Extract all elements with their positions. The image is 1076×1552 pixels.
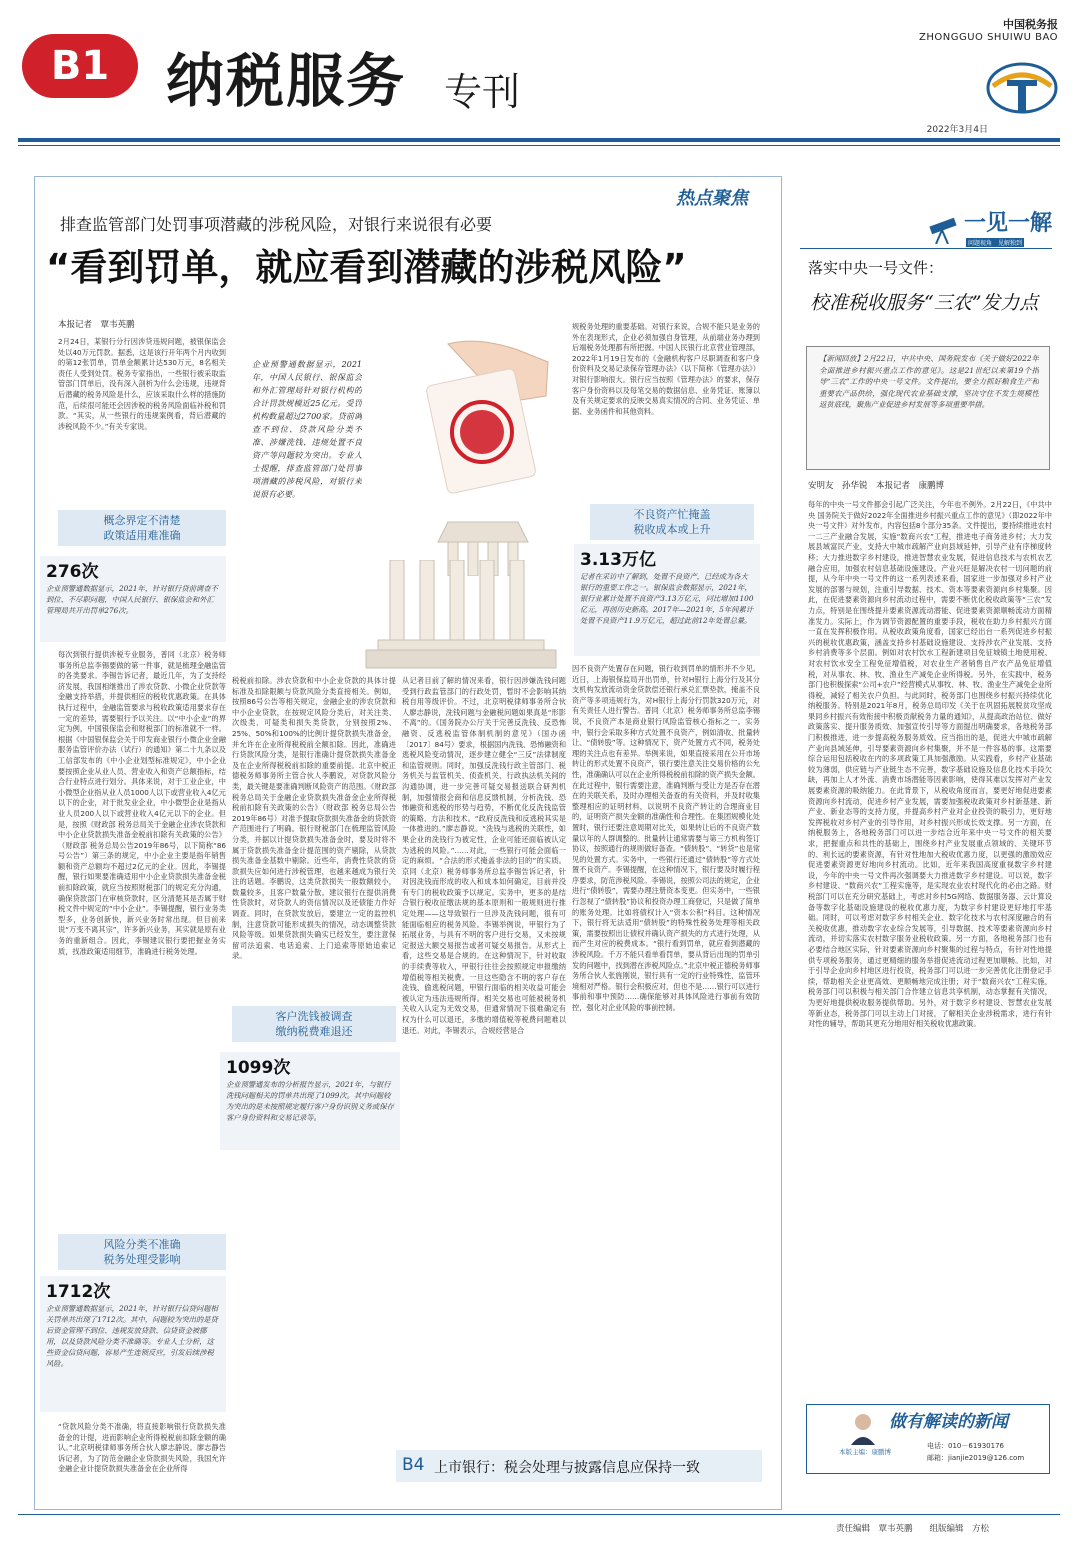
body-col4-top: 规税务处理的重要基础。对银行来说，合规不能只是业务的外在表现形式，企业必须加强自身管理，从前端业务办理到后端税务处理都有所把握。中国人民银行北京营业管理部，2022年1月19日发布的《金融机构客户尽职调查和客户身份资料及交易记录保存管理办法》（以下简称《管理办法》）对银行影响很大。银行应当按照《管理办法》的要求，保存客户身份资料以及每笔交易的数据信息、业务凭证、账簿以及有关规定要求的反映交易真实情况的合同、业务凭证、单据、业务函件和其他资料。 <box>572 322 760 416</box>
telescope-icon <box>926 214 966 244</box>
callout-1-text: 企业预警通数据显示，2021年，针对银行贷前调查不到位、不尽职问题，中国人民银行、银保监会和外汇管理局共开出罚单276次。 <box>46 584 218 615</box>
teaser-bar[interactable] <box>396 1450 762 1482</box>
callout-2-number: 1712次 <box>46 1282 111 1302</box>
sidebar-banner <box>806 1404 1050 1474</box>
quote-box: 企业预警通数据显示，2021年，中国人民银行、银保监会和外汇管理局针对银行机构的合计罚款规模近25亿元。受罚机构数量超过2700家。贷前调查不到位、贷款风险分类不准、涉嫌洗钱、违规处置不良资产等问题较为突出。专业人士提醒，排查监管部门处罚事项潜藏的涉税风险，对银行来说很有必要。 <box>252 360 362 499</box>
callout-4-text: 记者在采访中了解到，处置不良资产，已经成为各大银行的重要工作之一。银保监会数据显示，2021年，银行业累计处置不良资产3.13万亿元，同比增加1100亿元，再创历史新高。2017年—2021年，5年间累计处置不良资产11.9万亿元，超过此前12年处置总量。 <box>580 572 754 625</box>
article-byline: 本报记者 覃韦英鹏 <box>58 320 135 330</box>
teaser-text: 上市银行：税会处理与披露信息应保持一致 <box>434 1460 700 1476</box>
subhead-3-line1: 客户洗钱被调查 <box>275 1010 353 1023</box>
subhead-4-line2: 税收成本或上升 <box>633 523 711 536</box>
masthead <box>0 0 1076 170</box>
subhead-4-line1: 不良资产忙掩盖 <box>633 508 711 521</box>
callout-2-text: 企业预警通数据显示，2021年，针对银行信贷问题相关罚单共出现了1712次。其中，问题较为突出的是贷后资金管理不到位、违规发放贷款、信贷资金被挪用，以及贷款风险分类不准确等。专业人士分析，这些资金信贷问题，容易产生连锁反应，引发后续涉税风险。 <box>46 1304 218 1368</box>
callout-3-text: 企业预警通发布的分析报告显示，2021年，与银行洗钱问题相关的罚单共出现了1099次。其中问题较为突出的是未按照规定履行客户身份识别义务或保存客户身份资料和交易记录等。 <box>226 1080 394 1122</box>
sidebar-header: 一见一解 <box>964 211 1053 236</box>
paper-name-cn: 中国税务报 <box>1003 18 1058 31</box>
bank-pillars-illustration <box>356 560 566 670</box>
section-suffix: 专刊 <box>444 70 521 114</box>
callout-4 <box>574 544 760 656</box>
section-title: 纳税服务 <box>166 47 407 115</box>
sidebar-title: 校准税收服务“三农”发力点 <box>810 292 1039 314</box>
sidebar-body: 每年的中央一号文件都会引起广泛关注，今年也不例外。2月22日，《中共中央 国务院关于做好2022年全面推进乡村振兴重点工作的意见》（即2022年中央一号文件）对外发布，内容包括8个部分35条。文件提出，要持续推进农村一二三产业融合发展，实施“数商兴农”工程，推进电子商务进乡村；大力发展县域富民产业，支持大中城市疏解产业向县域延伸，引导产业有序梯度转移；大力推进数字乡村建设，推进智慧农业发展，促进信息技术与农机农艺融合应用，加强农村信息基础设施建设。产业兴旺是解决农村一切问题的前提，从今年中央一号文件的这一系列表述来看，国家进一步加强对乡村产业发展的部署与规划，注重引导数据、技术、资本等要素资源向乡村集聚。因此，在促进要素资源向乡村流动过程中，需要不断优化税收政策等“三农”发力点，特别是在围绕提升要素资源流动潜能、促进要素资源顺畅流动方面精准发力。实际上，作为调节资源配置的重要手段，税收在助力乡村振兴方面一直在发挥积极作用。从税收政策角度看，国家已经出台一系列促进乡村振兴的税收优惠政策，涵盖支持乡村基础设施建设、支持涉农产业发展、支持乡村消费等多个层面。例如对农村饮水工程新建项目免征城镇土地使用税、对农村饮水安全工程免征增值税，对农业生产者销售自产农产品免征增值税，对从事农、林、牧、渔业生产减免企业所得税。另外，在实践中，税务部门也积极探索“公司+农户”经营模式从事牧、林、牧、渔业生产减免企业所得税，减轻了相关农户负担。与此同时，税务部门也围绕乡村振兴持续优化纳税服务。特别是2021年8月，税务总局印发《关于在巩固拓展脱贫攻坚成果同乡村振兴有效衔接中积极贡献税务力量的通知》，从提高政治站位、做好政策落实、提升服务质效、加强宣传引导等方面提出明确要求，各地税务部门积极推进，进一步提高税务服务质效。应当指出的是，促进大中城市疏解产业向县域延伸，引导要素资源向乡村集聚，并不是一件容易的事。这需要综合运用包括税收在内的多项政策工具加强激励。从实践看，乡村产业基础较为薄弱，供应链与产业链生态不完善，数字基础设施及信息化技术手段欠缺，再加上人才外流、消费市场潜能等因素影响，使得其难以发挥对产业发展要素资源的吸纳能力。在此背景下，从税收角度而言，要更好地促进要素资源向乡村流动，促进乡村产业发展，需要加强税收政策对乡村新基建、新产业、新业态等的支持力度，并提高乡村产业对企业投资的吸引力，更好地发挥税收对乡村产业的引导作用，对乡村振兴形成长效支撑。另一方面，在纳税服务上，各地税务部门可以进一步结合近年来中央一号文件的相关要求，把握重点和共性的基础上，围绕乡村产业发展重点领域的、关键环节的、利长远的要素资源，有针对性地加大税收优惠力度，以更强的激励效应促进要素资源更好地向乡村流动。比如，近年来我国高度重视数字乡村建设，今年的中央一号文件再次强调要大力推进数字乡村建设。可以说，数字乡村建设、“数商兴农”工程实施等，是实现农业农村现代化的必由之路。财税部门可以在充分研究基础上，考虑对乡村5G网络、数据服务器、云计算设备等数字化基础设施建设的税收优惠力度，为数字乡村建设更好地打牢基础。同时，可以考虑对数字乡村相关企业、数字化技术与农村深度融合的有关税收优惠，推动数字农业综合发展等，引导数据、技术等要素资源向乡村流动，并切实落实农村数字服务业税收政策。另一方面，各地税务部门也有必要结合地区实际，针对要素资源向乡村聚集的过程与特点，有针对性地提供专项税务服务，通过更精细的服务举措促进流动过程更加顺畅。比如，对于引导企业向乡村地区进行投资，税务部门可以进一步完善优化注册登记手续，帮助相关企业更高效、更顺畅地完成注册；对于“数商兴农”工程实施，税务部门可以积极与相关部门合作建立信息共享机制，动态掌握有关情况，为更好地提供税收服务提供帮助。另外，对于数字乡村建设、智慧农业发展等新业态，税务部门可以主动上门对接，了解相关企业涉税需求，进行有针对性的辅导，帮助其更充分地用好相关税收优惠政策。 <box>808 500 1052 1029</box>
callout-1 <box>40 556 226 642</box>
subhead-2-line2: 税务处理受影响 <box>103 1253 181 1266</box>
subhead-3 <box>232 1006 396 1042</box>
callout-2 <box>40 1276 226 1412</box>
masthead-rule-thick <box>18 138 1060 142</box>
footer-editors: 责任编辑 覃韦英鹏 组版编辑 方松 <box>836 1524 990 1534</box>
issue-date: 2022年3月4日 <box>926 125 988 135</box>
banner-email[interactable]: 邮箱：jianjie2019@126.com <box>927 1454 1025 1462</box>
sidebar-byline: 安明友 孙华锐 本报记者 康鹏博 <box>808 481 945 491</box>
page-code: B1 <box>50 43 110 89</box>
sidebar-news-text: 【新闻回放】2月22日，中共中央、国务院发布《关于做好2022年全面推进乡村振兴重点工作的意见》。这是21世纪以来第19个指导“三农”工作的中央一号文件。文件提出，要全力抓好粮食生产和重要农产品供给，强化现代农业基础支撑，坚决守住不发生规模性返贫底线，聚焦产业促进乡村发展等多项重要举措。 <box>819 354 1039 410</box>
body-col1-bottom: “贷款风险分类不准确，将直接影响银行贷款损失准备金的计提，进而影响企业所得税税前扣除金额的确认。”北京明税律师事务所合伙人廖志静说。廖志静告诉记者，为了防范金融企业贷款损失风险，我国允许金融企业计提贷款损失准备金在企业所得 <box>58 1422 226 1474</box>
body-col3: 从记者目前了解的情况来看，银行因涉嫌洗钱问题受到行政监管部门的行政处罚，暂时不会影响其纳税自用等级评价。不过，北京明税律师事务所合伙人廖志静说，洗钱问题与金融税问题如果真是“形影不离”的。《国务院办公厅关于完善反洗钱、反恐怖融资、反逃税监管体制机制的意见》（国办函〔2017〕84号）要求，根据国内洗钱、恐怖融资和逃税风险变动情况，逐步建立健全“三反”法律制度和监管规则。同时，加强反洗钱行政主管部门、税务机关与监管机关、侦查机关、行政执法机关间的沟通协调，进一步完善可疑交易报送联合研判机制，加强情报会商和信息反馈机制，分析洗钱、恐怖融资和逃税的形势与趋势，不断优化反洗钱监管的策略、方法和技术。“政府反洗钱和反逃税其实是一体推进的。”廖志静说。“洗钱与逃税的关联性，如果企业的洗钱行为被定性，企业可能还面临被认定为逃税的风险。”……对此，一些银行可能会面临一定的麻烦。“合法的形式掩盖非法的目的”的实质。京同（北京）税务师事务所总监李锡告诉记者，针对因洗钱而形成的收入和成本如何确定，目前并没有专门的税收政策予以规定。实务中，更多的是结合银行税收征缴法规的基本原则和一般规则进行推定处理——这导致银行一旦涉及洗钱问题，很有可能面临相应的税务风险。李锡举例说，甲银行为了拓展业务，与具有不明的客户进行交易，又未按规定报送大额交易报告或者可疑交易报告。从形式上看，这些交易是合规的。在这种情况下，针对收取的手续费等收入，甲银行往往会按照规定申报缴纳增值税等相关税费。一旦这些隐含不明的客户存在洗钱、偷逃税问题，甲银行面临的相关收益可能会被认定为违法违规所得。相关交易也可能被税务机关收入认定为无效交易，但通常情况下很难确定有权为什么可以退还，多缴的增值税等税费问题难以退还。对此，李锡表示，合规经营是合 <box>402 676 566 1035</box>
article-title: “看到罚单，就应看到潜藏的涉税风险” <box>46 246 687 289</box>
banner-phone: 电话：010－61930176 <box>927 1442 1004 1450</box>
callout-1-number: 276次 <box>46 562 99 582</box>
subhead-1 <box>58 510 226 546</box>
body-col1-mid: 每次到银行提供涉税专业服务，普同（北京）税务师事务所总监李锡要做的第一件事，就是梳理金融监管的各类要求。李锡告诉记者，最近几年，为了支持经济发展，我国相继推出了涉农贷款、小微企业贷款等金融支持举措，并提供相应的税收优惠政策。在具体执行过程中，金融监管要求与税收政策适用要求存在一定的差异，需要银行予以关注。以“中小企业”的界定为例，中国银保监会和财税部门的标准就不一样。根据《中国银保监会关于印发商业银行小微企业金融服务监管评价办法（试行）的通知》第二十九条以及工信部发布的《中小企业划型标准规定》，中小企业要按照企业从业人员、营业收入和资产总额指标，结合行业特点进行划分。具体来说，对于工业企业，中小微型企业指从业人员1000人以下或营业收入4亿元以下的企业，对于批发业企业，中小微型企业是指从业人员200人以下或营业收入4亿元以下的企业。但是，按照《财政部 税务总局关于金融企业涉农贷款和中小企业贷款损失准备金税前扣除有关政策的公告》（财政部 税务总局公告2019年86号，以下简称“86号公告”）第三条的规定，中小企业主要是指年销售额和资产总额均不超过2亿元的企业。因此，李锡提醒，银行如果要准确适用中小企业贷款损失准备金税前扣除政策，就应当按照财税部门的规定充分沟通，确保贷款部门在审核贷款时，区分清楚其是否属于财税文件中规定的“中小企业”。李锡提醒，银行业务类型多，业务创新快，新兴业务时常出现。但目前来说“万变不离其宗”，许多新兴业务，其实就是原有业务的重新组合。因此，李锡建议银行要把握业务实质，找准政策适用细节，准确进行税务处理。 <box>58 650 226 956</box>
subhead-1-line1: 概念界定不清楚 <box>103 514 181 527</box>
banner-contact-label: 本版主编：康鹏博 <box>839 1448 891 1456</box>
sidebar-label: 落实中央一号文件： <box>808 259 944 277</box>
callout-4-number: 3.13万亿 <box>580 550 656 570</box>
body-col2: 税税前扣除。涉农贷款和中小企业贷款的具体计提标准及扣除限额与贷款风险分类直接相关。例如，按照86号公告等相关规定，金融企业的涉农贷款和中小企业贷款，在按规定风险分类后，对关注类、次级类、可疑类和损失类贷款，分别按照2%、25%、50%和100%的比例计提贷款损失准备金，并允许在企业所得税税前全额扣除。因此，准确进行贷款风险分类，是银行准确计提贷款损失准备金及在企业所得税税前扣除的重要前提。北京中税正德税务师事务所主管合伙人李鹏说，对贷款风险分类，最关键是要准确判断风险资产的范围。《财政部 税务总局关于金融企业贷款损失准备金企业所得税税前扣除有关政策的公告》（财政部 税务总局公告2019年86号）对准予提取贷款损失准备金的贷款资产范围进行了明确。银行财税部门在梳理监管风险分类，并据以计提贷款损失准备金时，要及时将不属于贷款损失准备金计提范围的资产剔除，从贷款损失准备金基数中剔除。近些年，消费性贷款的贷款损失应如何进行涉税管理，也越来越成为银行关注的话题。李鹏说，这类贷款损失一般数额较小，数量较多，且客户数量分散。建议银行在提供消费性贷款时，对贷款人的资信情况以及还债能力作好调查。同时，在贷款发放后，要建立一定的监控机制，注意贷款可能形成损失的情况，动态调整贷款风险等级。如果贷款损失确实已经发生，要注意保留司法追索、电话追索、上门追索等原始追索记录。 <box>232 676 396 961</box>
footer-rule <box>18 1514 1060 1515</box>
body-col1-top: 2月24日，某银行分行因涉贷违规问题，被银保监会处以40万元罚款。据悉，这是该行开年两个月内收到的第12张罚单，罚单金额累计达530万元，8名相关责任人受到处罚。税务专家指出，一些银行被采取监管部门罚单后，没有深入剖析为什么会违规，违规背后潜藏的税务风险是什么，应该采取什么样的措施防范，后续很可能还会因涉税的税务风险面临补税和罚款。“其实，从一些银行的违规案例看，背后潜藏的涉税风险不少。”有关专家说。 <box>58 337 226 431</box>
penalty-illustration <box>378 336 568 576</box>
sidebar-rule <box>800 248 1052 249</box>
sidebar-header-icon <box>926 210 1053 247</box>
kicker-label: 热点聚焦 <box>676 188 748 209</box>
subhead-2-line1: 风险分类不准确 <box>103 1238 181 1251</box>
subhead-2 <box>58 1234 226 1270</box>
newspaper-logo-icon <box>985 58 1059 118</box>
sidebar-news-box <box>806 346 1050 470</box>
subhead-4 <box>590 504 754 540</box>
sidebar-header-sub: 问题视角 见解独到 <box>968 240 1023 247</box>
body-col4: 因不良资产处置存在问题，银行收到罚单的情形并不少见。近日，上海银保监局开出罚单，针对H银行上海分行及其分支机构发放流动资金贷款偿还银行承兑汇票垫款，掩盖不良资产等多项违规行为，对H银行上海分行罚款320万元，对有关责任人进行警告。普同（北京）税务师事务所总监李锡说，不良资产本是商业银行风险监管核心指标之一。实务中，银行会采取多种方式处置不良资产，例如清收、批量转让、“债转股”等。这种情况下，资产处置方式不同，税务处理的关注点也有差异。举例来说，如果直接采用在公开市场转让的形式处置不良资产，银行要注意关注交易价格的公允性，准确确认可以在企业所得税税前扣除的资产损失金额。在此过程中，银行需要注意，准确判断与受让方是否存在潜在的关联关系，及时办理相关备查的有关资料，并及时收集整理相应的证明材料，以说明不良资产转让的合理商业目的，证明资产损失金额的准确性和合理性。在集团规模化处置时，银行还要注意周期对比关，如果转让后的不良资产数量以年的人群调整的。批量转让通常需要与第三方机构签订协议，按照通行的规则做好备查。“债转股”、“转贷”也是常见的处置方式。实务中，一些银行还通过“债转股”等方式处置不良资产。李锡提醒，在这种情况下，银行要及时履行程序要求，防范涉税风险。李锡说，按照公司法的规定，企业进行“债转股”，需要办理注册资本变更。但实务中，一些银行忽视了“债转股”协议和投资办理工商登记，只是做了简单的账务处理。比如将债权计入“资本公积”科目。这种情况下，银行将无法适用“债转股”的特殊性税务处理等相关政策，需要按照出让债权并确认资产损失的方式进行处理，从而产生对应的税费成本。“银行看到罚单，就应看到潜藏的涉税风险。千万不能只看单看罚单，要从背后出现的罚单引发的问题中，找到潜在涉税风险点。”北京中税正德税务师事务所合伙人张旌刚说，银行具有一定的行业特殊性，监管环境相对严格。银行会积极应对，但也不是……银行可以进行事前和事中预防……确保能够对具体风险进行事前有效防控，强化对企业风险的事前控制。 <box>572 664 760 1012</box>
callout-3 <box>220 1052 400 1150</box>
callout-3-number: 1099次 <box>226 1058 291 1078</box>
article-subtitle: 排查监管部门处罚事项潜藏的涉税风险，对银行来说很有必要 <box>60 215 493 234</box>
banner-title: 做有解读的新闻 <box>889 1412 1008 1432</box>
subhead-3-line2: 缴纳税费难退还 <box>275 1025 353 1038</box>
editor-avatar <box>849 1411 877 1445</box>
paper-name-pinyin: ZHONGGUO SHUIWU BAO <box>918 32 1058 43</box>
subhead-1-line2: 政策适用难准确 <box>103 529 181 542</box>
teaser-page: B4 <box>402 1455 425 1475</box>
masthead-rule-thin <box>18 145 1060 146</box>
